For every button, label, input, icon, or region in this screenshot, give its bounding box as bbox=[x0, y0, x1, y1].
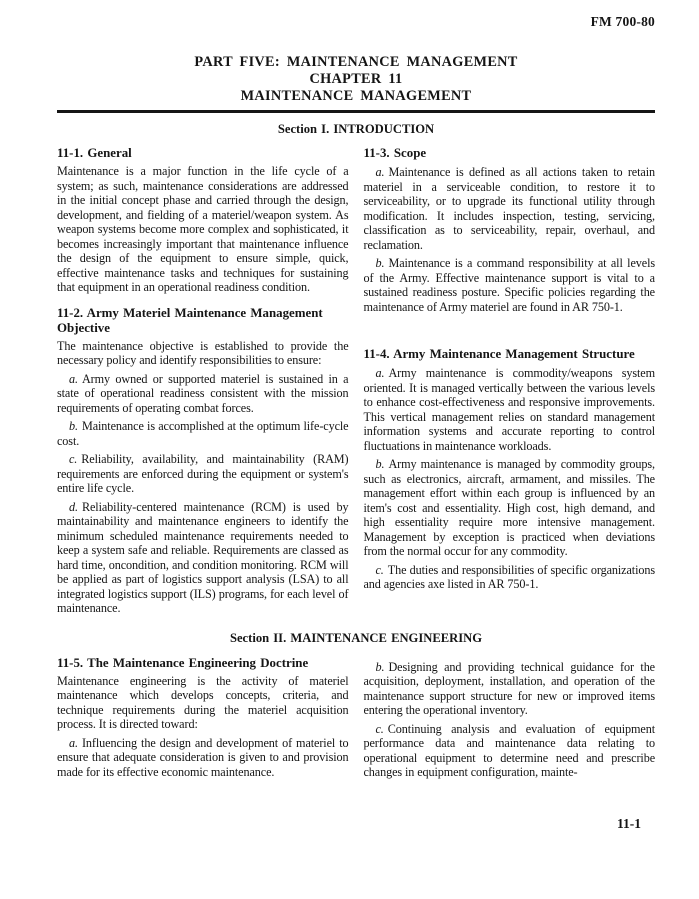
paragraph-11-2a bbox=[57, 372, 349, 416]
section2-right-column bbox=[364, 656, 656, 780]
paragraph-11-4b bbox=[364, 457, 656, 559]
paragraph-11-5a-text: Influencing the design and development of materiel to ensure that adequate consideration is given to and provision made for its effective economic maintenance. bbox=[57, 735, 349, 779]
paragraph-11-3b bbox=[364, 256, 656, 314]
paragraph-11-3b-text: Maintenance is a command responsibility at all levels of the Army. Effective maintenance support is vital to a sustained readiness posture. Specific policies regarding the maintenance of Army materiel are found in AR 750-1. bbox=[363, 256, 655, 314]
heading-11-3: 11-3. Scope bbox=[363, 146, 427, 160]
paragraph-11-2a-label: a. bbox=[69, 371, 78, 386]
section2-columns bbox=[57, 656, 655, 780]
paragraph-11-5b bbox=[364, 660, 656, 718]
chapter-title: MAINTENANCE MANAGEMENT bbox=[240, 88, 472, 104]
paragraph-11-2-intro: The maintenance objective is established to provide the necessary policy and identify responsibilities to ensure: bbox=[57, 338, 349, 367]
paragraph-11-2c-label: c. bbox=[69, 452, 78, 466]
paragraph-11-3a-label: a. bbox=[375, 165, 385, 179]
paragraph-11-4c bbox=[364, 563, 656, 592]
paragraph-11-5c-text: Continuing analysis and evaluation of equipment performance data and maintenance data relating to operational equipment to determine need and prescribe changes in equipment configuration, mainte- bbox=[363, 721, 655, 779]
paragraph-11-5b-text: Designing and providing technical guidance for the acquisition, deployment, installation, and operation of the maintenance support structure for new or improved items entering the operational inventory. bbox=[363, 659, 655, 717]
paragraph-11-5c bbox=[364, 722, 656, 780]
page-number: 11-1 bbox=[616, 816, 641, 831]
paragraph-11-2a-text: Army owned or supported materiel is sustained in a state of operational readiness consistent with the mission requirements of operating combat forces. bbox=[57, 371, 349, 415]
section2-left-column bbox=[57, 656, 349, 780]
paragraph-11-1-body: Maintenance is a major function in the life cycle of a system; as such, maintenance considerations are addressed in the initial concept phase and carried through the design, development, and fielding of a materiel/weapon system. As weapon systems become more complex and sophisticated, it becomes increasingly important that maintenance influence the design of the equipment to ensure simple, quick, effective maintenance tasks and techniques for sustaining that equipment in an operational readiness condition. bbox=[57, 164, 349, 294]
paragraph-11-2b bbox=[57, 419, 349, 448]
paragraph-11-3b-label: b. bbox=[375, 256, 385, 270]
heading-11-4: 11-4. Army Maintenance Management Structure bbox=[363, 347, 635, 361]
paragraph-11-4c-label: c. bbox=[375, 562, 384, 577]
heading-11-5: 11-5. The Maintenance Engineering Doctrine bbox=[57, 655, 309, 670]
paragraph-11-2b-text: Maintenance is accomplished at the optimum life-cycle cost. bbox=[57, 419, 349, 448]
paragraph-11-5a bbox=[57, 736, 349, 780]
section1-right-column bbox=[364, 146, 656, 592]
paragraph-11-5c-label: c. bbox=[375, 721, 384, 736]
paragraph-11-4c-text: The duties and responsibilities of specific organizations and agencies axe listed in AR 750-1. bbox=[363, 562, 655, 591]
paragraph-11-4a-label: a. bbox=[375, 366, 385, 380]
doc-reference: FM 700-80 bbox=[590, 14, 655, 29]
section1-columns bbox=[57, 146, 655, 616]
paragraph-11-2d-label: d. bbox=[69, 499, 78, 514]
paragraph-11-4a bbox=[364, 366, 656, 453]
paragraph-11-2b-label: b. bbox=[69, 419, 78, 433]
paragraph-11-2c bbox=[57, 452, 349, 496]
heading-11-2: 11-2. Army Materiel Maintenance Management Objective bbox=[57, 305, 323, 335]
section2-heading: Section II. MAINTENANCE ENGINEERING bbox=[229, 630, 483, 645]
paragraph-11-4b-text: Army maintenance is managed by commodity groups, such as electronics, aircraft, armament, and missiles. The management effort within each group is influenced by an item's cost and essentiality. High cost, high demand, and high essentiality require more intensive management. Management by exception is practiced when deviations from the normal occur for any commodity. bbox=[363, 457, 655, 558]
paragraph-11-5a-label: a. bbox=[69, 735, 78, 750]
paragraph-11-2c-text: Reliability, availability, and maintainability (RAM) requirements are enforced during the equipment or system's entire life cycle. bbox=[57, 452, 349, 495]
paragraph-11-3a-text: Maintenance is defined as all actions taken to retain materiel in a serviceable condition, to restore it to serviceability, or to upgrade its functional utility through modification. It includes inspection, testing, servicing, classification as to serviceability, repair, overhaul, and reclamation. bbox=[363, 165, 655, 252]
section1-left-column bbox=[57, 146, 349, 616]
paragraph-11-2d-text: Reliability-centered maintenance (RCM) is used by maintainability and maintenance engineers to identify the minimum scheduled maintenance requirements needed to keep a system safe and reliable. Requirements are classed as hard time, oncondition, and condition monitoring. RCM will be applied as part of logistics support analysis (LSA) to all integrated logistics support (ILS) programs, for each level of maintenance. bbox=[57, 499, 349, 615]
paragraph-11-4a-text: Army maintenance is commodity/weapons system oriented. It is managed vertically between the various levels to enhance cost-effectiveness and responsive improvements. This vertical management relies on standard management information systems and accurate reporting to control fluctuations in maintenance workloads. bbox=[363, 366, 655, 453]
header-divider bbox=[57, 110, 655, 113]
paragraph-11-5b-label: b. bbox=[375, 659, 385, 674]
section1-heading: Section I. INTRODUCTION bbox=[277, 122, 435, 136]
part-heading: PART FIVE: MAINTENANCE MANAGEMENT bbox=[194, 54, 518, 70]
paragraph-11-3a bbox=[364, 165, 656, 252]
chapter-heading: CHAPTER 11 bbox=[309, 71, 403, 87]
paragraph-11-5-intro: Maintenance engineering is the activity of materiel maintenance which develops concepts, criteria, and technique requirements during the materiel acquisition process. It is directed toward: bbox=[57, 673, 349, 731]
heading-11-1: 11-1. General bbox=[57, 146, 132, 160]
paragraph-11-2d bbox=[57, 500, 349, 616]
paragraph-11-4b-label: b. bbox=[375, 457, 385, 471]
